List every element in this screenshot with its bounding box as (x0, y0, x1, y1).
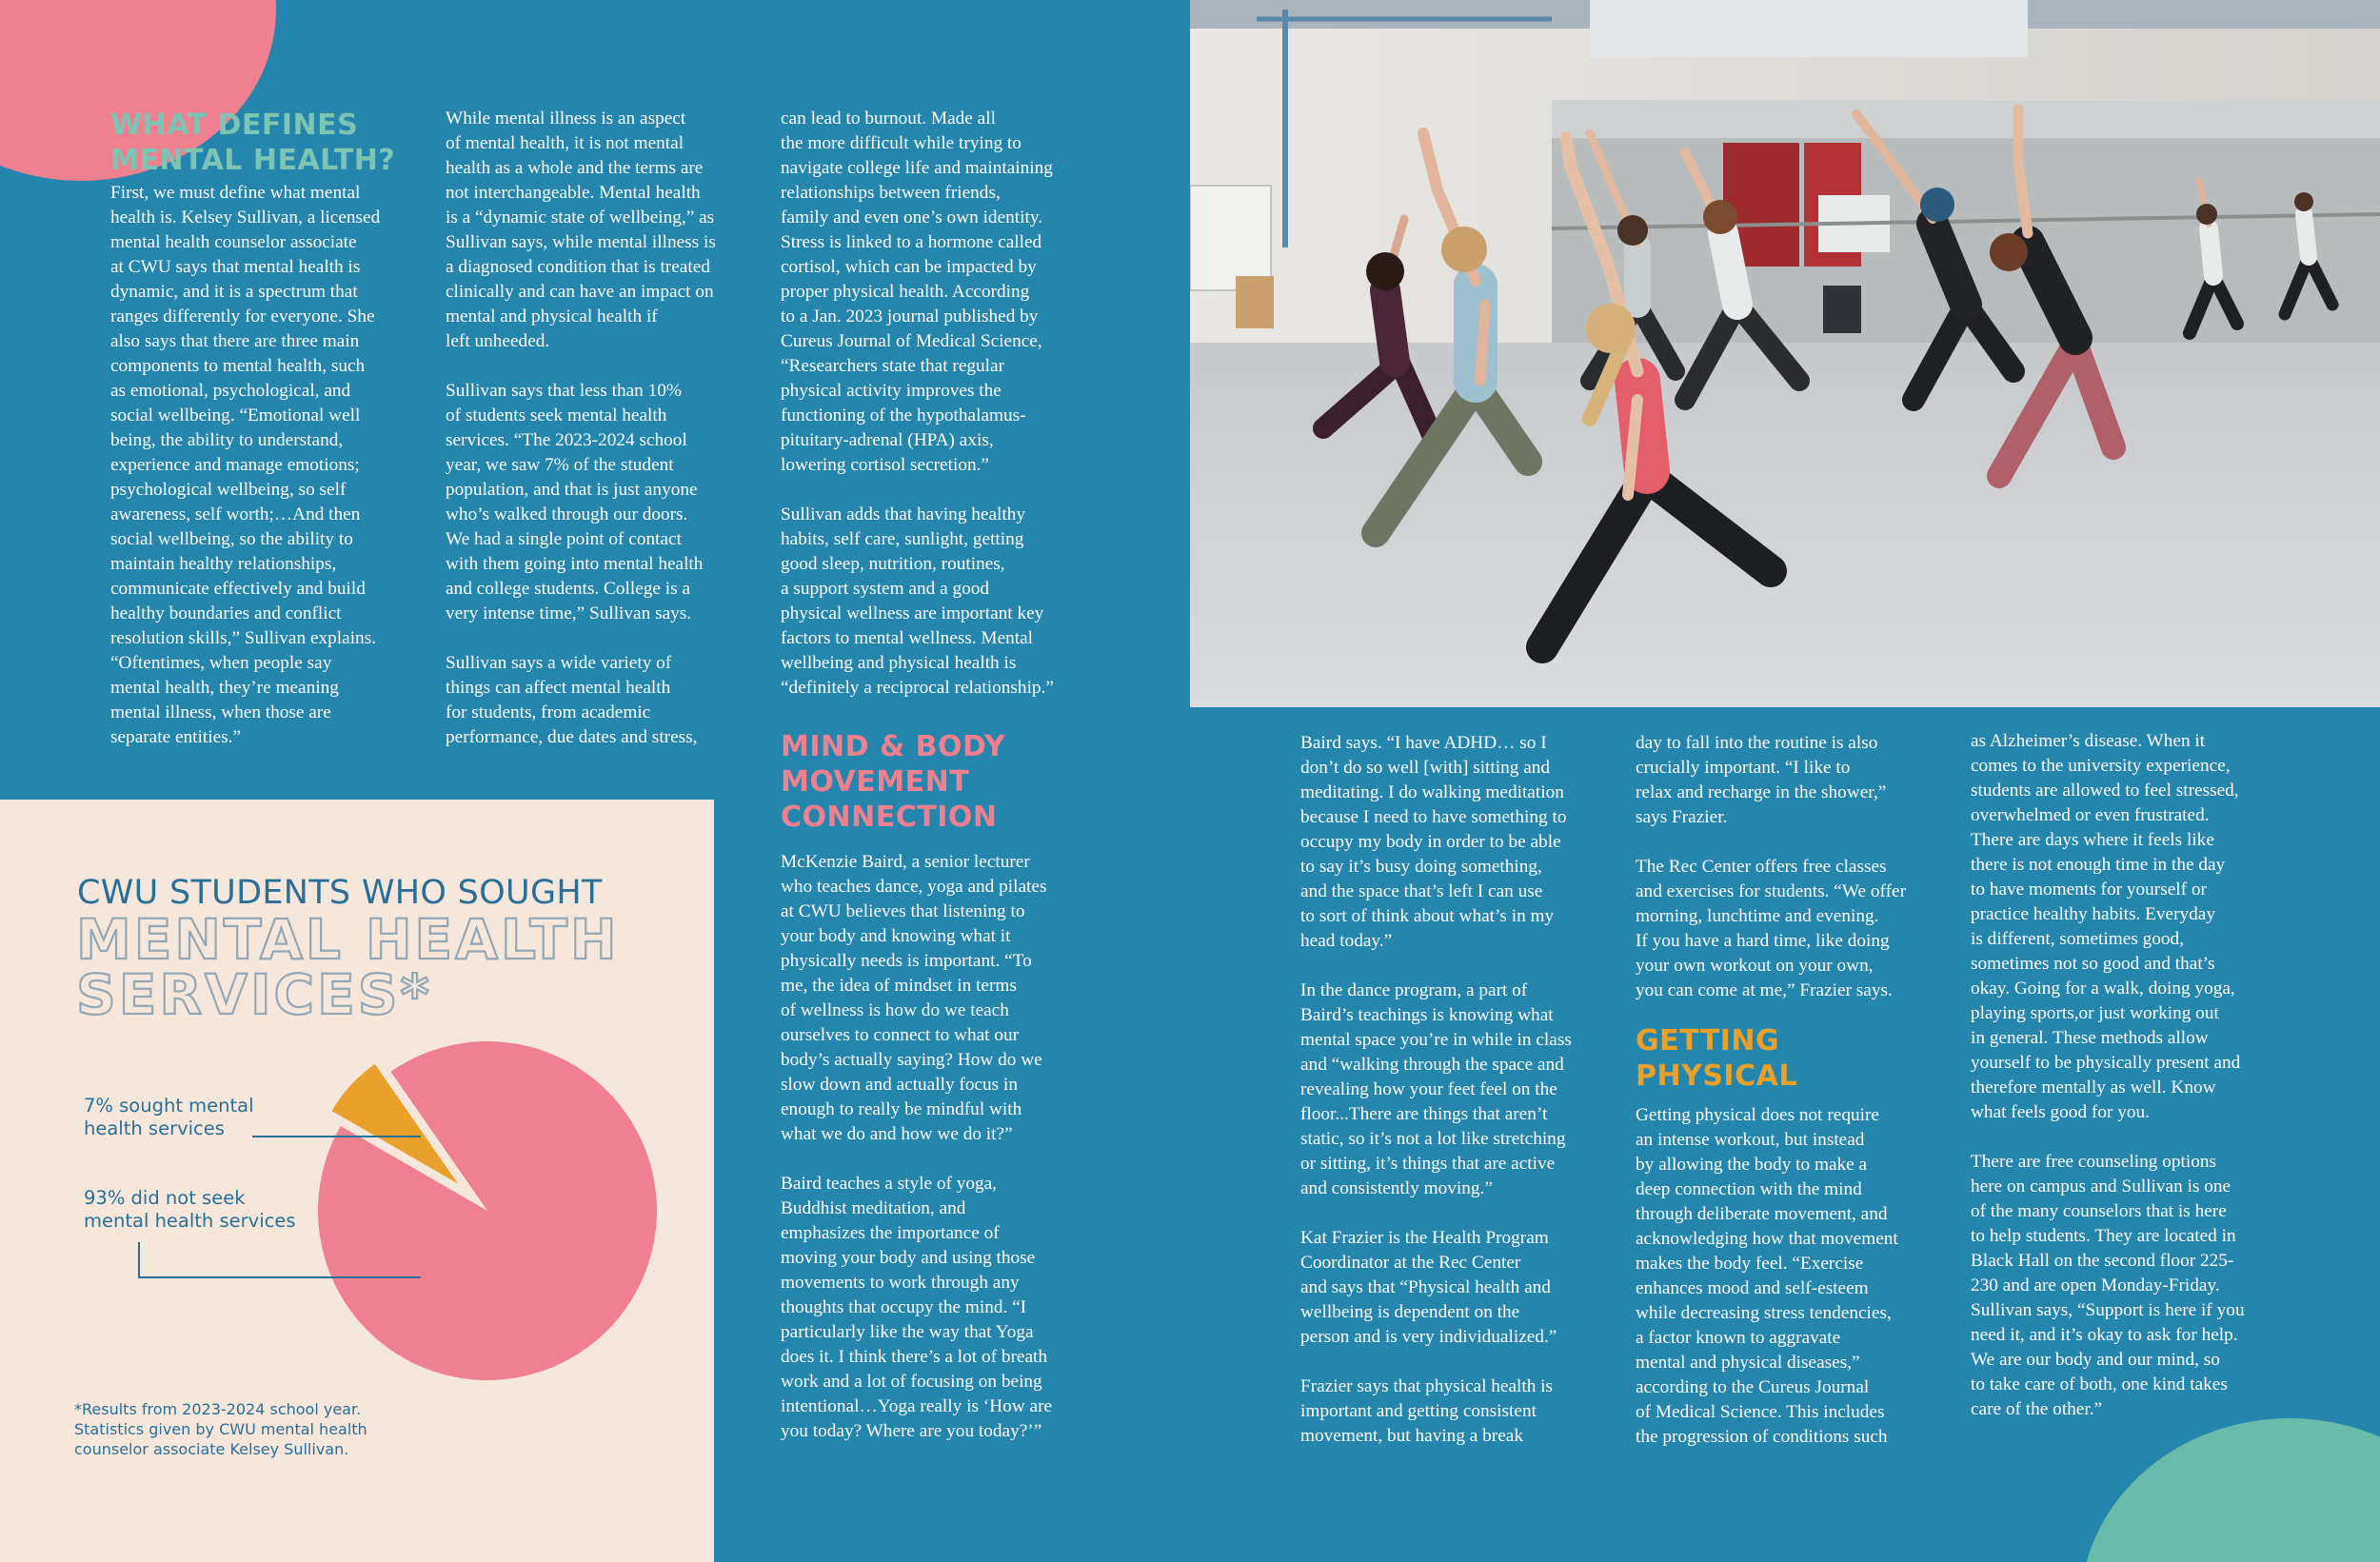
heading-what-defines-mental-health: WHAT DEFINES MENTAL HEALTH? (110, 109, 396, 177)
paragraph: There are free counseling options here on campus and Sullivan is one of the many counselors that is here to help students. They are located in Black Hall on the second floor 225- 230 and are open Monday-Friday. Sullivan says, “Support is here if you need it, and it’s okay to ask for help. We are our body and our mind, so to take care of both, one kind takes care of the other.” (1971, 1152, 2245, 1419)
paragraph: Sullivan says that less than 10% of students seek mental health services. “The 2023-2024 school year, we saw 7% of the student population, and that is just anyone who’s walked through our doors. We had a single point of contact with them going into mental health and college students. College is a very intense time,” Sullivan says. (446, 381, 704, 623)
section2-column-2 (1300, 731, 1615, 1449)
infographic-title-line2: MENTAL HEALTH SERVICES* (76, 907, 620, 1027)
paragraph: While mental illness is an aspect of mental health, it is not mental health as a whole and the terms are not interchangeable. Mental health is a “dynamic state of wellbeing,” as Sullivan says, while mental illness is a diagnosed condition that is treated clinically and can have an impact on mental and physical health if left unheeded. (446, 109, 716, 351)
heading-mind-body-movement: MIND & BODY MOVEMENT CONNECTION (781, 730, 1006, 834)
section3-column-1 (1636, 1103, 1950, 1450)
section1-column-3 (781, 107, 1095, 701)
heading-getting-physical: GETTING PHYSICAL (1636, 1024, 1797, 1093)
paragraph: Frazier says that physical health is important and getting consistent movement, but having a break (1300, 1376, 1554, 1446)
section3-column-2 (1971, 729, 2285, 1422)
section2-column-3 (1636, 731, 1950, 1003)
paragraph: Baird says. “I have ADHD… so I don’t do so well [with] sitting and meditating. I do walking meditation because I need to have something to occupy my body in order to be able to say it’s busy doing something, and the space that’s left I can use to sort of think about what’s in my head today.” (1300, 733, 1567, 951)
dance-class-photo (1190, 0, 2380, 707)
paragraph: Sullivan adds that having healthy habits, self care, sunlight, getting good sleep, nutrition, routines, a support system and a good physical wellness are important key factors to mental wellness. Mental wellbeing and physical health is “definitely a reciprocal relationship.” (781, 504, 1054, 698)
decorative-teal-circle (2080, 1418, 2380, 1562)
infographic-title-line1: CWU STUDENTS WHO SOUGHT (77, 874, 603, 912)
paragraph: Getting physical does not require an intense workout, but instead by allowing the body to make a deep connection with the mind through deliberate movement, and acknowledging how that movement makes the body feel. “Exercise enhances mood and self-esteem while decreasing stress tendencies, a factor known to aggravate mental and physical diseases,” according to the Cureus Journal of Medical Science. This includes the progression of conditions such (1636, 1105, 1898, 1447)
paragraph: Baird teaches a style of yoga, Buddhist meditation, and emphasizes the importance of moving your body and using those movements to work through any thoughts that occupy the mind. “I particularly like the way that Yoga does it. I think there’s a lot of breath work and a lot of focusing on being intentional…Yoga really is ‘How are you today? Where are you today?’” (781, 1174, 1053, 1441)
infographic-footnote: *Results from 2023-2024 school year. Statistics given by CWU mental health counselor associate Kelsey Sullivan. (74, 1400, 367, 1458)
section2-column-1 (781, 850, 1095, 1444)
paragraph: The Rec Center offers free classes and exercises for students. “We offer morning, lunchtime and evening. If you have a hard time, like doing your own workout on your own, you can come at me,” Frazier says. (1636, 857, 1906, 1000)
paragraph: Sullivan says a wide variety of things can affect mental health for students, from academic performance, due dates and stress, (446, 653, 698, 747)
paragraph: day to fall into the routine is also crucially important. “I like to relax and recharge in the shower,” says Frazier. (1636, 733, 1887, 827)
paragraph: Kat Frazier is the Health Program Coordinator at the Rec Center and says that “Physical health and wellbeing is dependent on the person and is very individualized.” (1300, 1228, 1557, 1347)
paragraph: First, we must define what mental health is. Kelsey Sullivan, a licensed mental health counselor associate at CWU says that mental health is dynamic, and it is a spectrum that ranges differently for everyone. She also says that there are three main components to mental health, such as emotional, psychological, and social wellbeing. “Emotional well being, the ability to understand, experience and manage emotions; psychological wellbeing, so self awareness, self worth;…And then social wellbeing, so the ability to maintain healthy relationships, communicate effectively and build healthy boundaries and conflict resolution skills,” Sullivan explains. “Oftentimes, when people say mental health, they’re meaning mental illness, when those are separate entities.” (110, 183, 381, 747)
infographic-panel (0, 800, 714, 1562)
label-not-sought: 93% did not seek mental health services (84, 1187, 296, 1232)
paragraph: McKenzie Baird, a senior lecturer who teaches dance, yoga and pilates at CWU believes that listening to your body and knowing what it physically needs is important. “To me, the idea of mindset in terms of wellness is how do we teach ourselves to connect to what our body’s actually saying? How do we slow down and actually focus in enough to really be mindful with what we do and how we do it?” (781, 852, 1047, 1144)
paragraph: In the dance program, a part of Baird’s teachings is knowing what mental space you’re in while in class and “walking through the space and revealing how your feet feel on the floor...There are things that aren’t static, so it’s not a lot like stretching or sitting, it’s things that are active and consistently moving.” (1300, 980, 1572, 1198)
section1-column-1 (110, 181, 415, 750)
section1-column-2 (446, 107, 760, 750)
paragraph: can lead to burnout. Made all the more difficult while trying to navigate college life and maintaining relationships between friends, family and even one’s own identity. Stress is linked to a hormone called cortisol, which can be impacted by proper physical health. According to a Jan. 2023 journal published by Cureus Journal of Medical Science, “Researchers state that regular physical activity improves the functioning of the hypothalamus- pituitary-adrenal (HPA) axis, lowering cortisol secretion.” (781, 109, 1053, 475)
label-sought: 7% sought mental health services (84, 1095, 254, 1139)
dance-class-illustration (1190, 0, 2380, 707)
paragraph: as Alzheimer’s disease. When it comes to the university experience, students are allowed to feel stressed, overwhelmed or even frustrated. There are days where it feels like there is not enough time in the day to have moments for yourself or practice healthy habits. Everyday is different, sometimes good, sometimes not so good and that’s okay. Going for a walk, doing yoga, playing sports,or just working out in general. These methods allow yourself to be physically present and therefore mentally as well. Know what feels good for you. (1971, 731, 2241, 1122)
